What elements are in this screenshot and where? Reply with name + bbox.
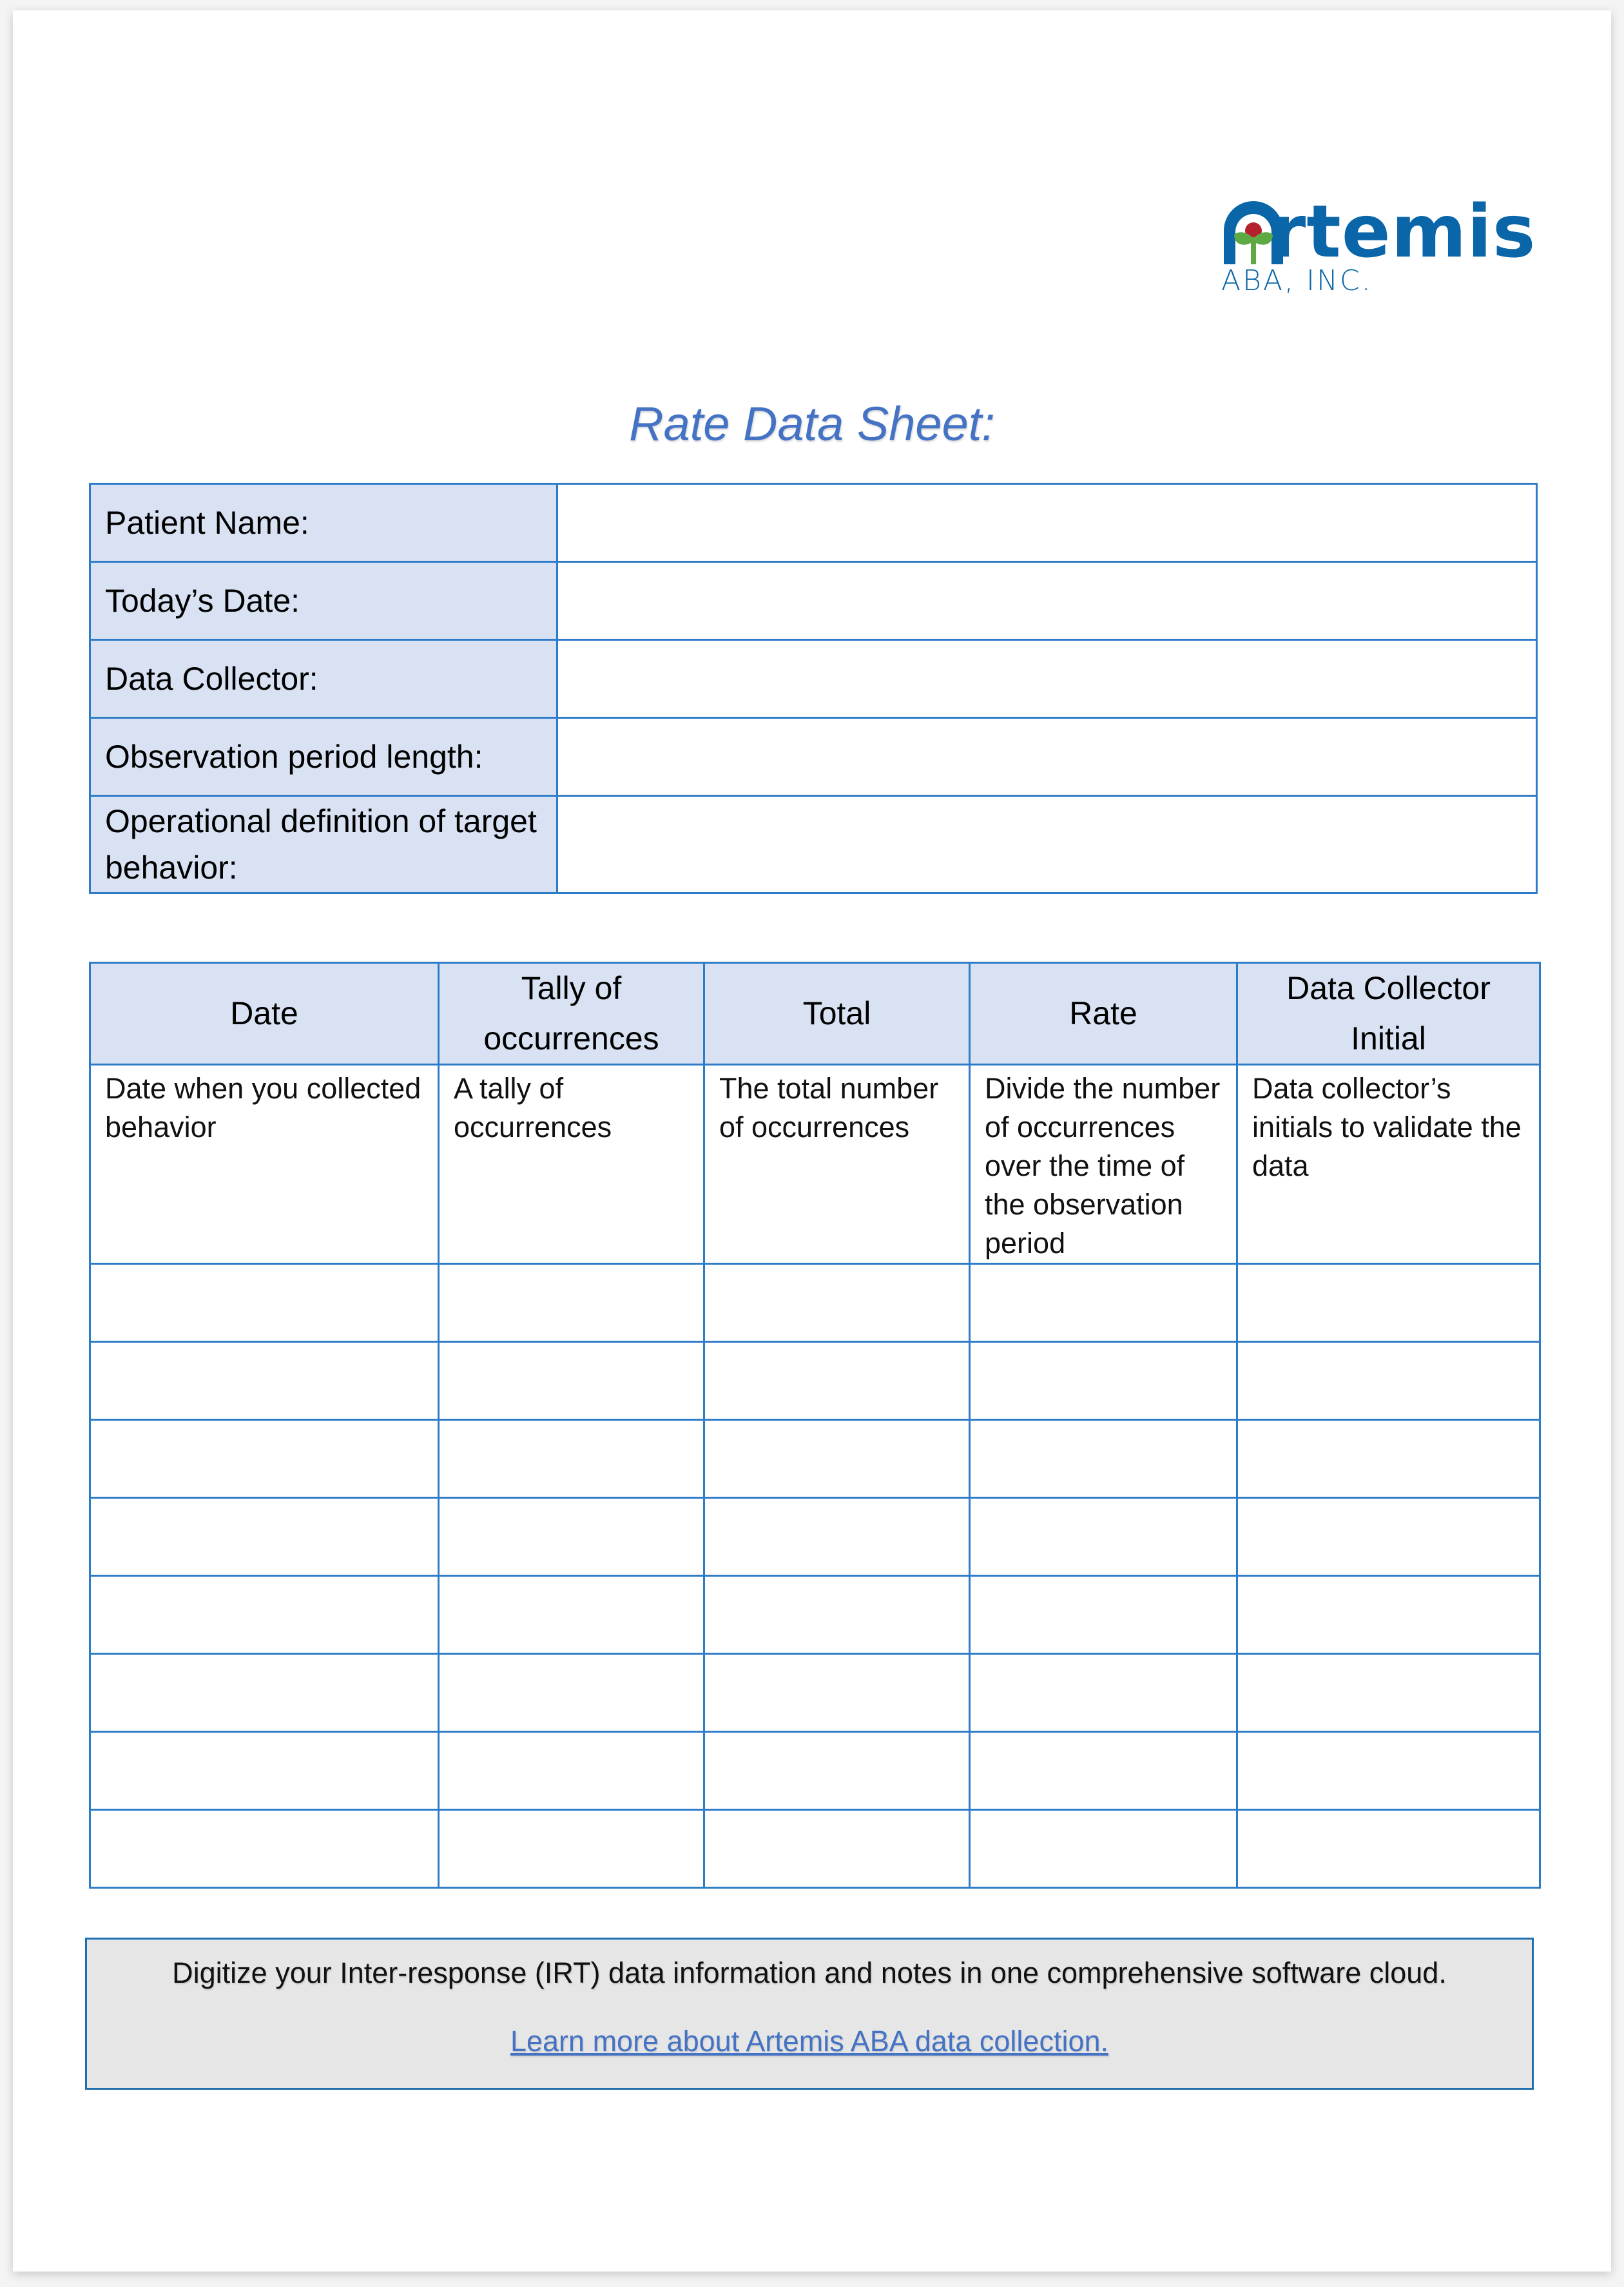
description-total: The total number of occurrences [704, 1065, 970, 1264]
promo-text: Digitize your Inter-response (IRT) data information and notes in one comprehensive software cloud. [172, 1956, 1447, 1989]
table-row [90, 1264, 1540, 1342]
table-row [90, 1576, 1540, 1654]
promo-box [85, 1938, 1534, 2090]
rate-data-table [89, 962, 1541, 1889]
cell-total[interactable] [704, 1654, 970, 1732]
column-header-total: Total [704, 963, 970, 1065]
logo-wordmark: rtemis [1270, 190, 1536, 274]
observation-period-label: Observation period length: [90, 718, 557, 796]
learn-more-link[interactable]: Learn more about Artemis ABA data collection. [510, 2025, 1109, 2058]
cell-date[interactable] [90, 1654, 439, 1732]
info-row-operational-definition [90, 796, 1537, 893]
cell-tally[interactable] [439, 1264, 704, 1342]
table-row [90, 1342, 1540, 1420]
column-header-date: Date [90, 963, 439, 1065]
cell-initial[interactable] [1237, 1420, 1540, 1498]
cell-tally[interactable] [439, 1342, 704, 1420]
data-collector-field[interactable] [557, 640, 1537, 718]
info-row-patient-name [90, 484, 1537, 562]
cell-date[interactable] [90, 1420, 439, 1498]
cell-date[interactable] [90, 1732, 439, 1810]
cell-initial[interactable] [1237, 1576, 1540, 1654]
cell-date[interactable] [90, 1576, 439, 1654]
observation-period-field[interactable] [557, 718, 1537, 796]
cell-date[interactable] [90, 1342, 439, 1420]
column-header-rate: Rate [970, 963, 1237, 1065]
column-header-initial: Data Collector Initial [1237, 963, 1540, 1065]
cell-initial[interactable] [1237, 1498, 1540, 1576]
description-row [90, 1065, 1540, 1264]
cell-date[interactable] [90, 1498, 439, 1576]
patient-info-table [89, 483, 1538, 894]
cell-rate[interactable] [970, 1576, 1237, 1654]
cell-tally[interactable] [439, 1420, 704, 1498]
table-row [90, 1654, 1540, 1732]
cell-rate[interactable] [970, 1420, 1237, 1498]
info-row-todays-date [90, 562, 1537, 640]
cell-total[interactable] [704, 1264, 970, 1342]
column-header-tally: Tally of occurrences [439, 963, 704, 1065]
cell-tally[interactable] [439, 1576, 704, 1654]
cell-total[interactable] [704, 1732, 970, 1810]
cell-initial[interactable] [1237, 1732, 1540, 1810]
table-header-row [90, 963, 1540, 1065]
cell-tally[interactable] [439, 1810, 704, 1888]
logo-subtitle: ABA, INC. [1221, 264, 1373, 297]
table-row [90, 1498, 1540, 1576]
cell-rate[interactable] [970, 1498, 1237, 1576]
cell-initial[interactable] [1237, 1342, 1540, 1420]
artemis-logo [1220, 190, 1536, 300]
description-tally: A tally of occurrences [439, 1065, 704, 1264]
todays-date-field[interactable] [557, 562, 1537, 640]
cell-rate[interactable] [970, 1810, 1237, 1888]
cell-total[interactable] [704, 1498, 970, 1576]
cell-date[interactable] [90, 1264, 439, 1342]
cell-total[interactable] [704, 1810, 970, 1888]
operational-definition-label: Operational definition of target behavior: [90, 796, 557, 893]
cell-tally[interactable] [439, 1654, 704, 1732]
cell-tally[interactable] [439, 1732, 704, 1810]
page-title: Rate Data Sheet: [629, 397, 995, 451]
cell-rate[interactable] [970, 1342, 1237, 1420]
table-row [90, 1420, 1540, 1498]
cell-rate[interactable] [970, 1732, 1237, 1810]
info-row-data-collector [90, 640, 1537, 718]
table-row [90, 1810, 1540, 1888]
cell-date[interactable] [90, 1810, 439, 1888]
cell-initial[interactable] [1237, 1654, 1540, 1732]
table-row [90, 1732, 1540, 1810]
cell-rate[interactable] [970, 1654, 1237, 1732]
operational-definition-field[interactable] [557, 796, 1537, 893]
cell-initial[interactable] [1237, 1810, 1540, 1888]
cell-tally[interactable] [439, 1498, 704, 1576]
cell-rate[interactable] [970, 1264, 1237, 1342]
cell-initial[interactable] [1237, 1264, 1540, 1342]
cell-total[interactable] [704, 1420, 970, 1498]
info-row-observation-period [90, 718, 1537, 796]
description-date: Date when you collected behavior [90, 1065, 439, 1264]
description-rate: Divide the number of occurrences over the time of the observation period [970, 1065, 1237, 1264]
description-initial: Data collector’s initials to validate the data [1237, 1065, 1540, 1264]
patient-name-field[interactable] [557, 484, 1537, 562]
data-collector-label: Data Collector: [90, 640, 557, 718]
patient-name-label: Patient Name: [90, 484, 557, 562]
cell-total[interactable] [704, 1576, 970, 1654]
todays-date-label: Today’s Date: [90, 562, 557, 640]
cell-total[interactable] [704, 1342, 970, 1420]
